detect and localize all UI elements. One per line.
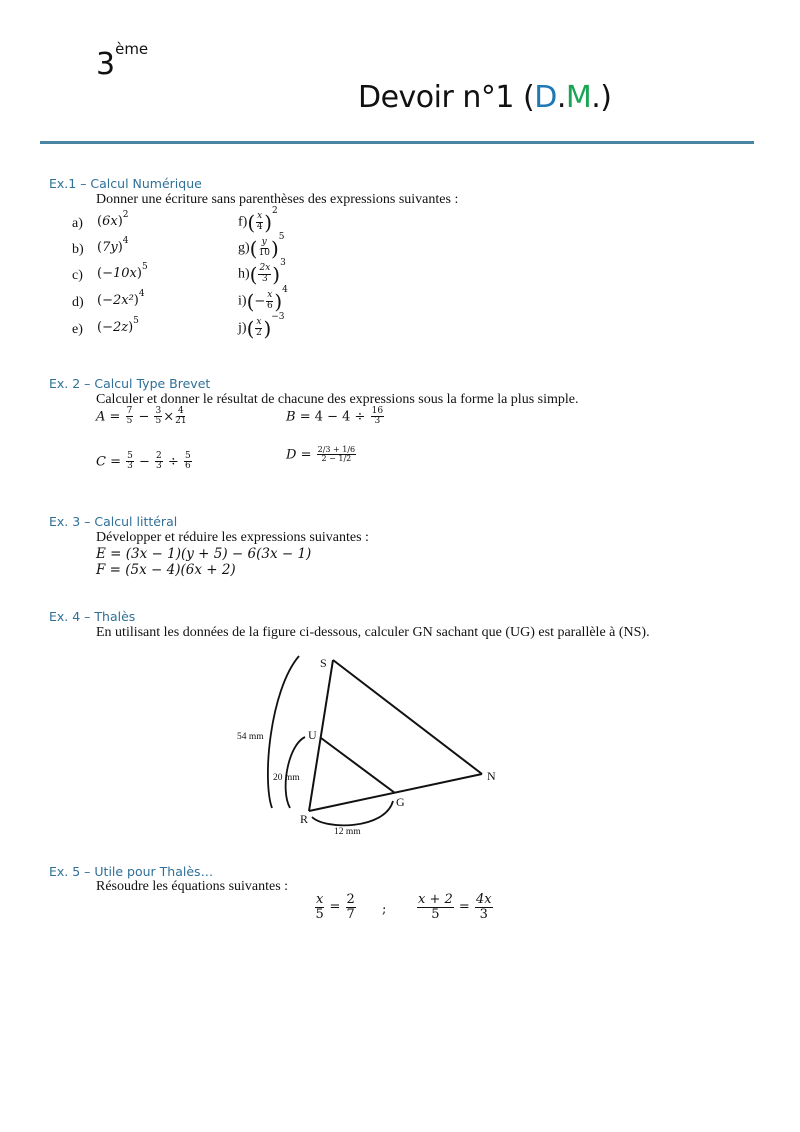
length-label-ru: 20 mm [273, 773, 300, 783]
title-letter-d: D [534, 80, 557, 115]
equation-1: $\frac{x}{5}$ = $\frac{2}{7}$ [315, 892, 355, 922]
ex2-instruction: Calculer et donner le résultat de chacune des expressions sous la forme la plus simple. [96, 392, 579, 407]
item-label: j) [238, 320, 247, 336]
ex3-heading: Ex. 3 – Calcul littéral [49, 514, 178, 529]
point-label-u: U [308, 728, 317, 742]
point-label-s: S [320, 656, 327, 670]
ex5-heading: Ex. 5 – Utile pour Thalès… [49, 864, 214, 879]
item-expression: ( $\frac{2x}{3}$ )$^3$ [249, 258, 286, 286]
expression-e: E = (3x − 1)(y + 5) − 6(3x − 1) [96, 546, 312, 562]
item-label: c) [72, 268, 83, 283]
expression-d: D = $\frac{2/3 + 1/6}{2 - 1/2}$ [286, 445, 356, 464]
expression-c: C = $\frac{5}{3}$ − $\frac{2}{3}$ ÷ $\frac{5}{6}$ [96, 451, 191, 472]
equation-separator: ; [382, 902, 387, 917]
equation-2: $\frac{x + 2}{5}$ = $\frac{4x}{3}$ [418, 892, 492, 922]
point-label-g: G [396, 795, 405, 809]
length-label-rg: 12 mm [334, 827, 361, 837]
ex4-heading: Ex. 4 – Thalès [49, 609, 136, 624]
ex1-instruction: Donner une écriture sans parenthèses des expressions suivantes : [96, 192, 459, 207]
item-label: h) [238, 266, 250, 282]
item-expression: (− $\frac{x}{6}$ )$^4$ [246, 285, 288, 313]
item-expression: $(7y)^4$ [97, 236, 129, 255]
item-expression: $(6x)^2$ [97, 210, 129, 229]
segment-ug [321, 738, 395, 793]
item-expression: ( $\frac{x}{2}$ )$^{-3}$ [246, 312, 285, 340]
ex5-instruction: Résoudre les équations suivantes : [96, 879, 289, 894]
ex4-instruction: En utilisant les données de la figure ci-dessous, calculer GN sachant que (UG) est parallèle à (NS). [96, 625, 650, 640]
brace-rs [268, 656, 299, 808]
point-label-n: N [487, 769, 496, 783]
item-expression: ( $\frac{y}{10}$ )$^5$ [249, 232, 285, 260]
grade-level: 3ème [96, 40, 149, 82]
item-expression: $(-10x)^5$ [97, 262, 148, 281]
page-title: Devoir n°1 (D.M.) [358, 80, 612, 115]
ex3-instruction: Développer et réduire les expressions suivantes : [96, 530, 369, 545]
item-expression: $(-2z)^5$ [97, 316, 139, 335]
expression-b: B = 4 − 4 ÷ $\frac{16}{3}$ [286, 406, 384, 427]
item-label: d) [72, 295, 84, 310]
title-letter-m: M [565, 80, 592, 115]
ex1-heading: Ex.1 – Calcul Numérique [49, 176, 202, 191]
point-label-r: R [300, 812, 309, 826]
item-label: i) [238, 293, 247, 309]
item-expression: $(-2x^2)^4$ [97, 289, 145, 308]
item-label: e) [72, 322, 83, 337]
item-label: b) [72, 242, 84, 257]
brace-rg [312, 801, 393, 825]
segment-sn [333, 660, 482, 774]
item-expression: ( $\frac{x}{4}$ )$^2$ [247, 206, 278, 234]
item-label: a) [72, 216, 83, 231]
item-label: g) [238, 240, 250, 256]
item-label: f) [238, 214, 248, 230]
expression-a: A = $\frac{7}{5}$ − $\frac{3}{5}$ × $\frac{4}{21}$ [96, 406, 187, 427]
ex2-heading: Ex. 2 – Calcul Type Brevet [49, 376, 211, 391]
grade-superscript: ème [115, 40, 149, 58]
length-label-rs: 54 mm [237, 732, 264, 742]
expression-f: F = (5x − 4)(6x + 2) [96, 562, 236, 578]
